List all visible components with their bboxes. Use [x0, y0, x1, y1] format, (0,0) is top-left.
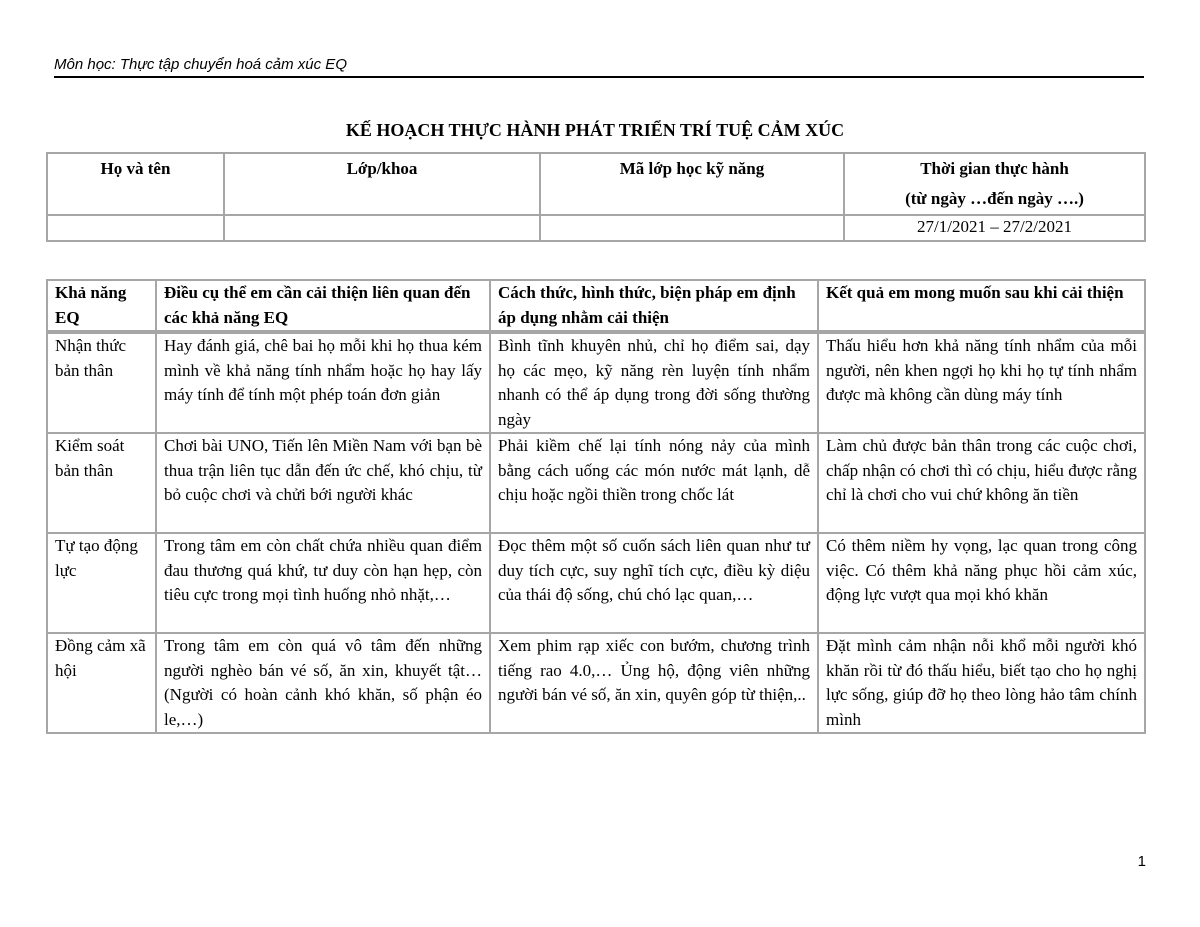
row-method: Xem phim rạp xiếc con bướm, chương trình tiếng rao 4.0,… Ủng hộ, động viên những người bán vé số, ăn xin, quyên góp từ thiện,.. — [490, 633, 818, 733]
row-ability: Tự tạo động lực — [47, 533, 156, 633]
row-result: Thấu hiểu hơn khả năng tính nhẩm của mỗi người, nên khen ngợi họ khi họ tự tính nhẩm được mà không cần dùng máy tính — [818, 332, 1145, 433]
info-header-name: Họ và tên — [47, 153, 224, 215]
info-value-course-code — [540, 215, 844, 241]
row-ability: Nhận thức bản thân — [47, 332, 156, 433]
info-header-class: Lớp/khoa — [224, 153, 540, 215]
info-header-time — [844, 153, 1145, 215]
row-issue: Trong tâm em còn quá vô tâm đến những người nghèo bán vé số, ăn xin, khuyết tật… (Người có hoàn cảnh khó khăn, số phận éo le,…) — [156, 633, 490, 733]
row-result: Đặt mình cảm nhận nỗi khổ mỗi người khó khăn rồi từ đó thấu hiểu, biết tạo cho họ nghị lực sống, giúp đỡ họ theo lòng hảo tâm chính mình — [818, 633, 1145, 733]
row-result: Làm chủ được bản thân trong các cuộc chơi, chấp nhận có chơi thì có chịu, hiểu được rằng chỉ là chơi cho vui chứ không ăn tiền — [818, 433, 1145, 533]
row-issue: Hay đánh giá, chê bai họ mỗi khi họ thua kém mình về khả năng tính nhẩm hoặc họ hay lấy máy tính để tính một phép toán đơn giản — [156, 332, 490, 433]
table-row — [47, 332, 1145, 433]
plan-header-result: Kết quả em mong muốn sau khi cải thiện — [818, 280, 1145, 332]
page-number: 1 — [1137, 853, 1146, 870]
student-info-table — [46, 152, 1146, 242]
row-method: Đọc thêm một số cuốn sách liên quan như tư duy tích cực, suy nghĩ tích cực, điều kỳ diệu của thái độ sống, chú chó lạc quan,… — [490, 533, 818, 633]
info-header-time-label: Thời gian thực hành — [920, 159, 1069, 178]
course-header: Môn học: Thực tập chuyển hoá cảm xúc EQ — [54, 56, 347, 73]
info-header-row — [47, 153, 1145, 215]
plan-header-row — [47, 280, 1145, 332]
info-value-class — [224, 215, 540, 241]
info-header-course-code: Mã lớp học kỹ năng — [540, 153, 844, 215]
plan-header-method: Cách thức, hình thức, biện pháp em định áp dụng nhằm cải thiện — [490, 280, 818, 332]
table-row — [47, 633, 1145, 733]
table-row — [47, 433, 1145, 533]
info-value-row — [47, 215, 1145, 241]
info-value-name — [47, 215, 224, 241]
row-method: Phải kiềm chế lại tính nóng nảy của mình bằng cách uống các món nước mát lạnh, dễ chịu hoặc ngồi thiền trong chốc lát — [490, 433, 818, 533]
table-row — [47, 533, 1145, 633]
row-method: Bình tĩnh khuyên nhủ, chỉ họ điểm sai, dạy họ các mẹo, kỹ năng rèn luyện tính nhẩm nhanh có thể áp dụng trong đời sống thường ngày — [490, 332, 818, 433]
row-result: Có thêm niềm hy vọng, lạc quan trong công việc. Có thêm khả năng phục hồi cảm xúc, động lực vượt qua mọi khó khăn — [818, 533, 1145, 633]
header-divider — [54, 76, 1144, 78]
plan-header-ability: Khả năng EQ — [47, 280, 156, 332]
plan-header-issue: Điều cụ thể em cần cải thiện liên quan đến các khả năng EQ — [156, 280, 490, 332]
eq-plan-table — [46, 279, 1146, 734]
row-ability: Đồng cảm xã hội — [47, 633, 156, 733]
row-issue: Trong tâm em còn chất chứa nhiều quan điểm đau thương quá khứ, tư duy còn hạn hẹp, còn tiêu cực trong mọi tình huống nhỏ nhặt,… — [156, 533, 490, 633]
row-ability: Kiểm soát bản thân — [47, 433, 156, 533]
info-value-time: 27/1/2021 – 27/2/2021 — [844, 215, 1145, 241]
info-header-time-note: (từ ngày …đến ngày ….) — [905, 189, 1084, 208]
row-issue: Chơi bài UNO, Tiến lên Miền Nam với bạn bè thua trận liên tục dẫn đến ức chế, khó chịu, từ bỏ cuộc chơi và chửi bới người khác — [156, 433, 490, 533]
document-title: KẾ HOẠCH THỰC HÀNH PHÁT TRIỂN TRÍ TUỆ CẢM XÚC — [345, 120, 845, 140]
